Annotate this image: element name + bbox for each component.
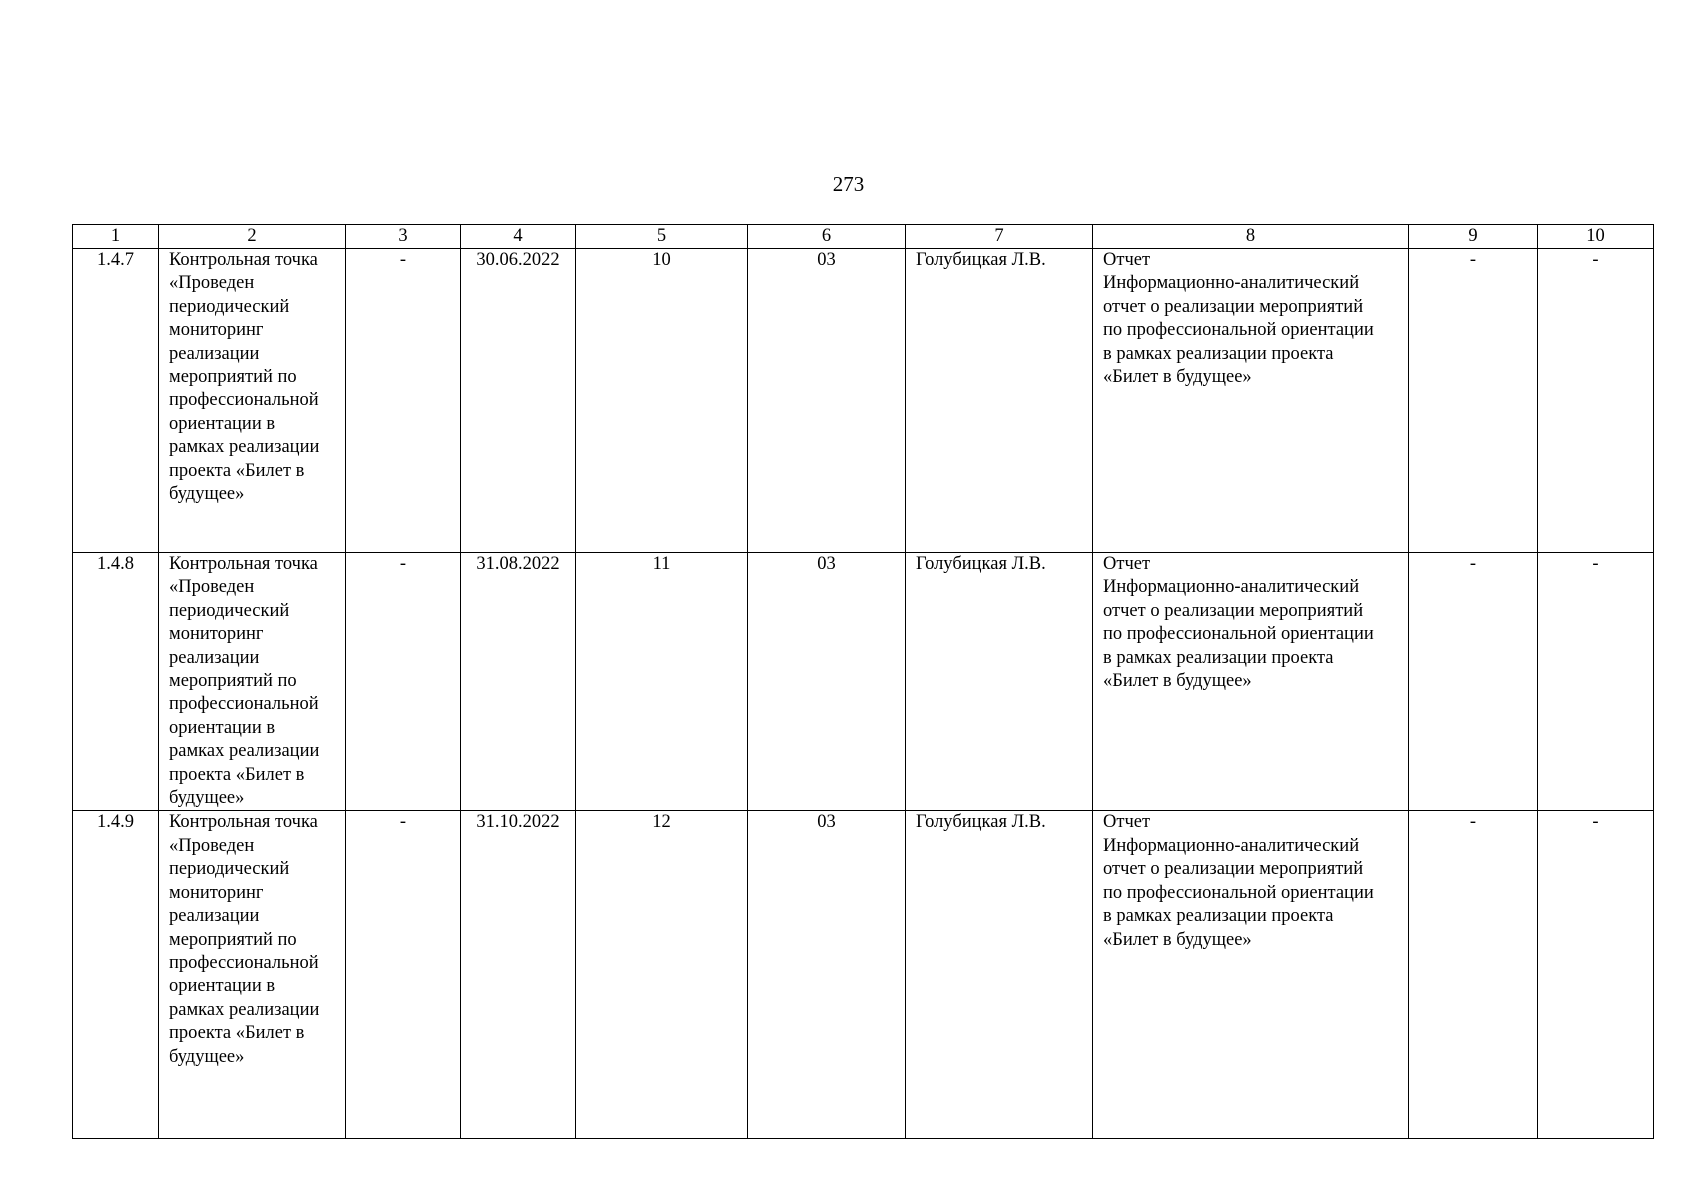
column-header-6: 6 (748, 225, 906, 249)
table-row (73, 811, 1654, 1139)
row-date: 31.08.2022 (461, 553, 576, 811)
column-header-3: 3 (346, 225, 461, 249)
row-description (159, 249, 346, 553)
row-description (159, 553, 346, 811)
row-col9: - (1409, 249, 1538, 553)
row-result (1093, 811, 1409, 1139)
column-header-9: 9 (1409, 225, 1538, 249)
row-col9: - (1409, 811, 1538, 1139)
row-number: 1.4.8 (73, 553, 159, 811)
row-description-text: Контрольная точка «Проведен периодический мониторинг реализации мероприятий по профессиональной ориентации в рамках реализации проекта «Билет в будущее» (169, 250, 320, 505)
row-result-text: Отчет Информационно-аналитический отчет о реализации мероприятий по профессиональной ориентации в рамках реализации проекта «Билет в будущее» (1103, 250, 1374, 388)
row-col10: - (1538, 553, 1654, 811)
row-description-text: Контрольная точка «Проведен периодический мониторинг реализации мероприятий по профессиональной ориентации в рамках реализации проекта «Билет в будущее» (169, 812, 320, 1067)
page-number: 273 (832, 172, 865, 196)
row-col5: 11 (576, 553, 748, 811)
table-row (73, 553, 1654, 811)
row-col6: 03 (748, 249, 906, 553)
row-col3: - (346, 811, 461, 1139)
column-header-10: 10 (1538, 225, 1654, 249)
row-responsible: Голубицкая Л.В. (906, 553, 1093, 811)
row-col10: - (1538, 249, 1654, 553)
column-header-4: 4 (461, 225, 576, 249)
row-col3: - (346, 553, 461, 811)
table-row (73, 249, 1654, 553)
row-col5: 10 (576, 249, 748, 553)
column-header-8: 8 (1093, 225, 1409, 249)
row-responsible: Голубицкая Л.В. (906, 249, 1093, 553)
row-responsible: Голубицкая Л.В. (906, 811, 1093, 1139)
row-col9: - (1409, 553, 1538, 811)
row-date: 31.10.2022 (461, 811, 576, 1139)
row-result (1093, 553, 1409, 811)
column-header-7: 7 (906, 225, 1093, 249)
column-header-5: 5 (576, 225, 748, 249)
row-description-text: Контрольная точка «Проведен периодический мониторинг реализации мероприятий по профессиональной ориентации в рамках реализации проекта «Билет в будущее» (169, 554, 320, 809)
column-header-1: 1 (73, 225, 159, 249)
column-number-row (73, 225, 1654, 249)
row-col6: 03 (748, 553, 906, 811)
column-header-2: 2 (159, 225, 346, 249)
row-result-text: Отчет Информационно-аналитический отчет о реализации мероприятий по профессиональной ориентации в рамках реализации проекта «Билет в будущее» (1103, 812, 1374, 950)
row-col10: - (1538, 811, 1654, 1139)
row-col5: 12 (576, 811, 748, 1139)
row-number: 1.4.9 (73, 811, 159, 1139)
row-date: 30.06.2022 (461, 249, 576, 553)
row-number: 1.4.7 (73, 249, 159, 553)
row-description (159, 811, 346, 1139)
row-result (1093, 249, 1409, 553)
control-points-table (72, 224, 1654, 1139)
row-col3: - (346, 249, 461, 553)
row-col6: 03 (748, 811, 906, 1139)
row-result-text: Отчет Информационно-аналитический отчет о реализации мероприятий по профессиональной ориентации в рамках реализации проекта «Билет в будущее» (1103, 554, 1374, 692)
